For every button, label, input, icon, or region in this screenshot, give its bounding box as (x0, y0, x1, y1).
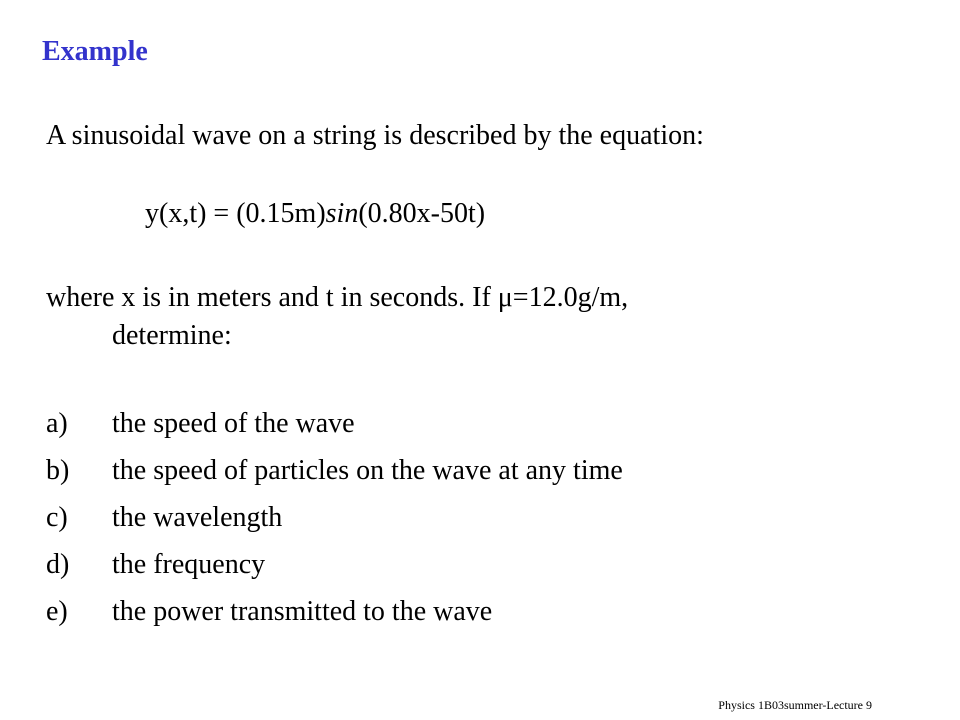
list-item (46, 406, 623, 442)
item-marker: d) (46, 549, 70, 580)
equation-function: sin (325, 198, 359, 229)
list-item (46, 453, 623, 489)
problem-intro: A sinusoidal wave on a string is described by the equation: (46, 120, 704, 151)
item-marker: c) (46, 502, 68, 533)
item-text: the wavelength (112, 502, 283, 533)
item-text: the speed of the wave (112, 408, 355, 439)
item-marker: e) (46, 596, 68, 627)
wave-equation (145, 196, 485, 232)
slide-footer: Physics 1B03summer-Lecture 9 (718, 698, 872, 712)
units-statement: where x is in meters and t in seconds. If μ=12.0g/m, (46, 282, 629, 313)
list-item (46, 547, 623, 583)
determine-label: determine: (112, 320, 232, 351)
item-text: the power transmitted to the wave (112, 596, 493, 627)
item-marker: b) (46, 455, 70, 486)
list-item (46, 594, 623, 630)
equation-suffix: (0.80x-50t) (358, 198, 486, 229)
question-list (46, 406, 623, 641)
item-text: the frequency (112, 549, 266, 580)
item-marker: a) (46, 408, 68, 439)
equation-prefix: y(x,t) = (0.15m) (145, 198, 326, 229)
slide-title: Example (42, 36, 148, 67)
list-item (46, 500, 623, 536)
item-text: the speed of particles on the wave at any time (112, 455, 623, 486)
